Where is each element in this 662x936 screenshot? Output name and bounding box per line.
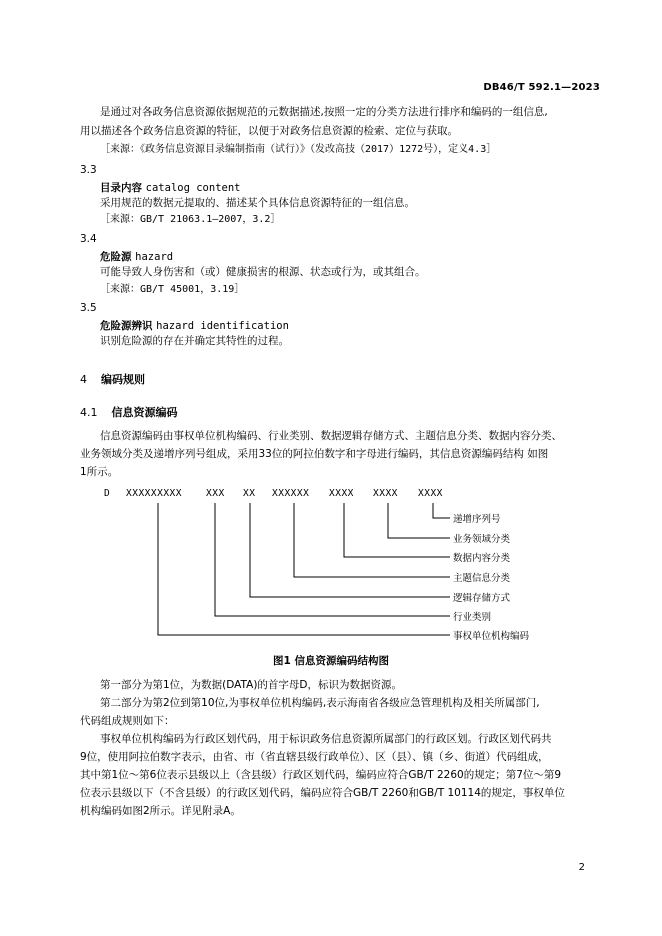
paragraph-line: 第一部分为第1位，为数据(DATA)的首字母D，标识为数据资源。 [100,679,403,691]
paragraph-line: 机构编码如图2所示。详见附录A。 [80,805,241,817]
term-definition: 识别危险源的存在并确定其特性的过程。 [100,335,289,347]
term-name-cn: 目录内容 [100,182,142,194]
term-name-en: catalog content [145,182,241,194]
code-segment: XX [243,488,256,499]
figure-label: 递增序列号 [453,514,501,525]
connector-line [294,503,450,577]
intro-line-1: 是通过对各政务信息资源依据规范的元数据描述,按照一定的分类方法进行排序和编码的一组信息, [100,106,548,118]
paragraph-line: 事权单位机构编码为行政区划代码，用于标识政务信息资源所属部门的行政区划。行政区划代码共 [100,733,552,745]
term-definition: 采用规范的数据元提取的、描述某个具体信息资源特征的一组信息。 [100,197,415,209]
code-segment: XXXX [329,488,354,499]
subsection-number: 4.1 [80,406,98,419]
figure-label: 业务领域分类 [453,534,511,545]
connector-line [433,503,450,518]
term-number: 3.5 [80,302,97,314]
figure-label: 数据内容分类 [453,553,511,564]
figure-label: 逻辑存储方式 [453,593,511,604]
term-name-en: hazard [135,251,174,263]
term-source: ［来源：GB/T 45001，3.19］ [100,284,245,295]
intro-line-2: 用以描述各个政务信息资源的特征，以便于对政务信息资源的检索、定位与获取。 [80,125,458,137]
connector-line [344,503,450,557]
standard-code: DB46/T 592.1—2023 [483,82,600,93]
section-number: 4 [80,373,87,386]
paragraph-line: 其中第1位～第6位表示县级以上（含县级）行政区划代码，编码应符合GB/T 2260的规定；第7位～第9 [80,769,562,781]
connector-line [388,503,450,538]
code-segment: XXXXXXXXX [126,488,182,499]
code-segment: D [104,488,111,499]
connector-line [158,503,450,635]
paragraph-line: 信息资源编码由事权单位机构编码、行业类别、数据逻辑存储方式、主题信息分类、数据内容分类、 [100,430,562,442]
section-title: 编码规则 [101,373,145,386]
paragraph-line: 第二部分为第2位到第10位,为事权单位机构编码,表示海南省各级应急管理机构及相关所属部门, [100,697,540,709]
term-source: ［来源：GB/T 21063.1—2007，3.2］ [100,214,281,225]
figure-caption: 图1 信息资源编码结构图 [273,655,389,667]
term-number: 3.3 [80,164,97,176]
term-name-cn: 危险源辨识 [100,320,153,332]
term-definition: 可能导致人身伤害和（或）健康损害的根源、状态或行为，或其组合。 [100,266,426,278]
code-segment: XXX [206,488,225,499]
term-name-en: hazard identification [156,320,289,332]
paragraph-line: 1所示。 [80,466,119,478]
connector-line [250,503,450,597]
intro-source: ［来源：《政务信息资源目录编制指南（试行）》（发改高技（2017）1272号），定义4.3］ [100,144,497,155]
paragraph-line: 代码组成规则如下： [80,715,175,727]
figure-label: 行业类别 [453,612,492,623]
subsection-title: 信息资源编码 [111,406,178,419]
paragraph-line: 9位，使用阿拉伯数字表示，由省、市（省直辖县级行政单位）、区（县）、镇（乡、街道）代码组成， [80,751,549,763]
term-number: 3.4 [80,233,97,245]
figure-label: 事权单位机构编码 [453,631,530,642]
paragraph-line: 位表示县级以下（不含县级）的行政区划代码，编码应符合GB/T 2260和GB/T 10114的规定，事权单位 [80,787,565,799]
code-segment: XXXXXX [272,488,310,499]
code-segment: XXXX [373,488,398,499]
code-segment: XXXX [418,488,443,499]
term-name-cn: 危险源 [100,251,132,263]
paragraph-line: 业务领域分类及递增序列号组成，采用33位的阿拉伯数字和字母进行编码，其信息资源编码结构 如图 [80,448,549,460]
page-number: 2 [578,862,585,873]
figure-label: 主题信息分类 [453,573,511,584]
